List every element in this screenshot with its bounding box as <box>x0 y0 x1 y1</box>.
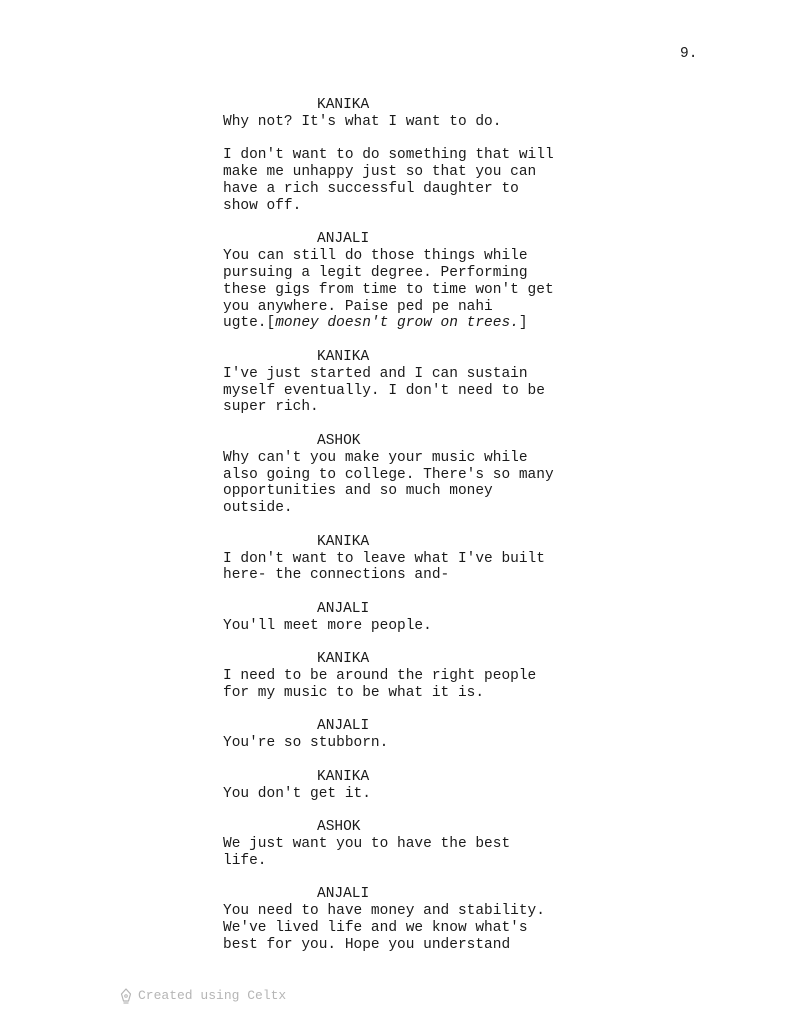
character-name: ASHOK <box>317 819 361 836</box>
dialogue-line: You don't get it. <box>223 785 371 802</box>
character-name: KANIKA <box>317 533 370 550</box>
dialogue-line: life. <box>223 852 267 869</box>
character-name: KANIKA <box>317 97 370 113</box>
dialogue-line: you anywhere. Paise ped pe nahi <box>223 298 493 315</box>
dialogue-line: We just want you to have the best <box>223 836 511 853</box>
dialogue-block <box>223 231 603 332</box>
dialogue-line: super rich. <box>223 399 319 416</box>
dialogue-line: these gigs from time to time won't get <box>223 281 554 298</box>
dialogue-line: I don't want to do something that will <box>223 147 554 164</box>
character-name: ANJALI <box>317 231 370 248</box>
dialogue-block <box>223 534 603 584</box>
dialogue-block <box>223 819 603 869</box>
dialogue-line: You're so stubborn. <box>223 735 389 752</box>
character-name: KANIKA <box>317 768 370 785</box>
character-name: KANIKA <box>317 651 370 668</box>
dialogue-line: I've just started and I can sustain <box>223 365 528 382</box>
footer-text: Created using Celtx <box>138 988 287 1003</box>
dialogue-line: I need to be around the right people <box>223 668 537 685</box>
dialogue-line: ugte.[money doesn't grow on trees.] <box>223 315 528 332</box>
dialogue-line: also going to college. There's so many <box>223 466 554 483</box>
dialogue-line: I don't want to leave what I've built <box>223 550 545 567</box>
dialogue-line: opportunities and so much money <box>223 483 493 500</box>
page-number: 9. <box>680 46 698 62</box>
dialogue-line: here- the connections and- <box>223 567 450 584</box>
dialogue-line: myself eventually. I don't need to be <box>223 382 545 399</box>
character-name: KANIKA <box>317 348 370 365</box>
dialogue-block <box>223 601 603 635</box>
dialogue-block <box>223 349 603 416</box>
dialogue-line: We've lived life and we know what's <box>223 920 528 937</box>
dialogue-block <box>223 651 603 701</box>
dialogue-block <box>223 769 603 803</box>
dialogue-line: You need to have money and stability. <box>223 903 545 920</box>
dialogue-block <box>223 886 603 953</box>
dialogue-line: pursuing a legit degree. Performing <box>223 264 528 281</box>
character-name: ASHOK <box>317 432 361 449</box>
celtx-pen-icon <box>120 988 132 1004</box>
character-name: ANJALI <box>317 718 370 735</box>
dialogue-line: best for you. Hope you understand <box>223 936 511 953</box>
dialogue-line: show off. <box>223 197 302 214</box>
character-name: ANJALI <box>317 600 370 617</box>
dialogue-line: for my music to be what it is. <box>223 684 485 701</box>
dialogue-line: Why not? It's what I want to do. <box>223 113 502 130</box>
dialogue-line: You'll meet more people. <box>223 617 432 634</box>
dialogue-line: You can still do those things while <box>223 248 528 265</box>
dialogue-line: have a rich successful daughter to <box>223 180 519 197</box>
screenplay-dialogue <box>223 97 603 954</box>
dialogue-line: Why can't you make your music while <box>223 449 528 466</box>
character-name: ANJALI <box>317 886 370 903</box>
footer <box>120 988 286 1004</box>
dialogue-line: outside. <box>223 500 293 517</box>
dialogue-block <box>223 433 603 517</box>
dialogue-line: make me unhappy just so that you can <box>223 164 537 181</box>
dialogue-block <box>223 97 603 215</box>
dialogue-block <box>223 718 603 752</box>
